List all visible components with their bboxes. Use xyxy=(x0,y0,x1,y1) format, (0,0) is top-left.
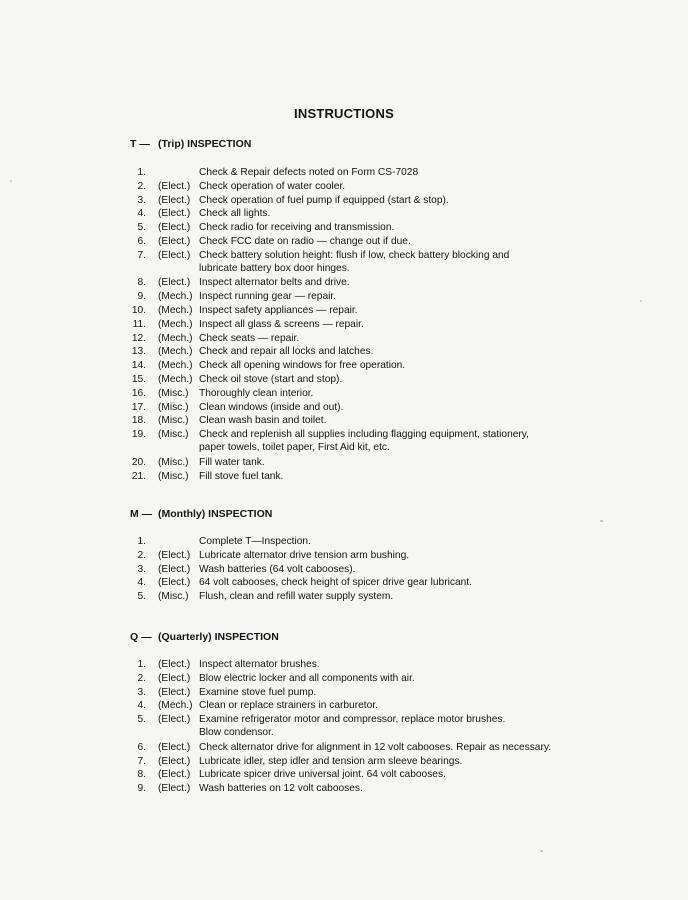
item-text: Check battery solution height: flush if low, check battery blocking and xyxy=(199,249,510,261)
item-number: 21. xyxy=(131,470,146,482)
item-text: Flush, clean and refill water supply system. xyxy=(199,591,394,603)
section-title: (Monthly) INSPECTION xyxy=(158,508,273,520)
item-category: (Elect.) xyxy=(158,208,191,220)
section-title: (Trip) INSPECTION xyxy=(158,138,252,150)
scan-speck xyxy=(540,850,543,852)
item-number: 9. xyxy=(137,291,146,303)
item-category: (Misc.) xyxy=(158,415,189,427)
item-category: (Misc.) xyxy=(158,387,189,399)
item-text: Check alternator drive for alignment in 12 volt cabooses. Repair as necessary. xyxy=(199,741,552,753)
item-category: (Elect.) xyxy=(158,194,191,206)
item-number: 3. xyxy=(137,563,146,575)
item-category: (Mech.) xyxy=(158,374,193,385)
item-category: (Elect.) xyxy=(158,549,191,561)
item-number: 19. xyxy=(131,429,146,441)
item-text: Fill water tank. xyxy=(199,456,265,468)
item-category: (Mech.) xyxy=(158,305,193,316)
item-number: 1. xyxy=(137,167,146,178)
item-text: Examine stove fuel pump. xyxy=(199,686,317,698)
item-category: (Elect.) xyxy=(158,236,191,247)
item-category: (Elect.) xyxy=(158,180,191,192)
item-text: 64 volt cabooses, check height of spicer drive gear lubricant. xyxy=(199,577,472,589)
item-number: 3. xyxy=(137,686,146,698)
item-number: 15. xyxy=(131,374,146,385)
item-number: 5. xyxy=(137,714,146,726)
item-text: Clean or replace strainers in carburetor. xyxy=(199,700,378,712)
item-number: 5. xyxy=(137,222,146,234)
item-category: (Elect.) xyxy=(158,769,191,781)
item-text-continuation: Blow condensor. xyxy=(199,727,274,738)
item-category: (Elect.) xyxy=(158,659,191,670)
item-category: (Elect.) xyxy=(158,277,191,289)
item-number: 8. xyxy=(137,277,146,289)
item-text: Lubricate idler, step idler and tension arm sleeve bearings. xyxy=(199,755,463,767)
item-category: (Elect.) xyxy=(158,222,191,234)
item-category: (Elect.) xyxy=(158,783,191,795)
item-number: 12. xyxy=(131,332,146,344)
item-number: 2. xyxy=(137,549,146,561)
item-category: (Mech.) xyxy=(158,318,193,330)
section-code: Q — xyxy=(130,631,152,643)
item-text: Check oil stove (start and stop). xyxy=(199,374,343,385)
item-number: 9. xyxy=(137,783,146,795)
item-category: (Mech.) xyxy=(158,346,193,358)
item-text: Check & Repair defects noted on Form CS-7028 xyxy=(199,167,419,178)
item-text: Check seats — repair. xyxy=(199,332,300,344)
item-category: (Misc.) xyxy=(158,429,189,441)
section-heading-trip xyxy=(130,138,251,150)
item-number: 2. xyxy=(137,672,146,684)
item-number: 4. xyxy=(137,700,146,712)
item-category: (Elect.) xyxy=(158,563,191,575)
page-title: INSTRUCTIONS xyxy=(294,106,394,121)
item-category: (Elect.) xyxy=(158,741,191,753)
item-category: (Misc.) xyxy=(158,456,189,468)
item-number: 1. xyxy=(137,536,146,547)
item-text: Wash batteries on 12 volt cabooses. xyxy=(199,783,363,795)
item-text: Check radio for receiving and transmission. xyxy=(199,222,395,234)
section-heading-monthly xyxy=(130,508,272,520)
scan-speck xyxy=(10,180,12,182)
item-text: Clean windows (inside and out). xyxy=(199,401,344,413)
item-text: Inspect safety appliances — repair. xyxy=(199,305,358,316)
item-category: (Elect.) xyxy=(158,577,191,589)
item-text-continuation: lubricate battery box door hinges. xyxy=(199,262,350,274)
item-text: Clean wash basin and toilet. xyxy=(199,415,327,427)
item-text: Inspect alternator brushes. xyxy=(199,659,320,670)
item-category: (Elect.) xyxy=(158,755,191,767)
item-number: 8. xyxy=(137,769,146,781)
item-text: Inspect all glass & screens — repair. xyxy=(199,318,364,330)
item-category: (Mech.) xyxy=(158,360,193,372)
item-number: 4. xyxy=(137,577,146,589)
item-category: (Elect.) xyxy=(158,714,191,726)
item-category: (Misc.) xyxy=(158,401,189,413)
item-text: Check operation of water cooler. xyxy=(199,180,346,192)
item-text-continuation: paper towels, toilet paper, First Aid kit, etc. xyxy=(199,442,390,453)
item-number: 1. xyxy=(137,659,146,670)
item-number: 16. xyxy=(131,387,146,399)
section-title: (Quarterly) INSPECTION xyxy=(158,631,279,643)
item-text: Inspect alternator belts and drive. xyxy=(199,277,350,289)
item-text: Inspect running gear — repair. xyxy=(199,291,337,303)
item-number: 3. xyxy=(137,194,146,206)
item-text: Lubricate spicer drive universal joint. 64 volt cabooses. xyxy=(199,769,446,781)
item-category: (Elect.) xyxy=(158,249,191,261)
item-category: (Misc.) xyxy=(158,470,189,482)
item-category: (Elect.) xyxy=(158,672,191,684)
section-heading-quarterly xyxy=(130,631,279,643)
item-number: 6. xyxy=(137,741,146,753)
item-text: Check operation of fuel pump if equipped (start & stop). xyxy=(199,194,449,206)
section-code: M — xyxy=(130,508,153,520)
item-text: Thoroughly clean interior. xyxy=(199,387,314,399)
item-text: Check and replenish all supplies including flagging equipment, stationery, xyxy=(199,429,529,441)
item-category: (Mech.) xyxy=(158,700,193,712)
item-category: (Misc.) xyxy=(158,591,189,603)
item-category: (Elect.) xyxy=(158,686,191,698)
item-text: Blow electric locker and all components with air. xyxy=(199,672,415,684)
item-text: Check all lights. xyxy=(199,208,271,220)
item-text: Fill stove fuel tank. xyxy=(199,470,284,482)
item-number: 20. xyxy=(131,456,146,468)
item-text: Check FCC date on radio — change out if due. xyxy=(199,236,411,247)
item-number: 18. xyxy=(131,415,146,427)
item-number: 14. xyxy=(131,360,146,372)
item-number: 2. xyxy=(137,180,146,192)
item-number: 5. xyxy=(137,591,146,603)
item-category: (Mech.) xyxy=(158,291,193,303)
item-number: 7. xyxy=(137,249,146,261)
scan-speck xyxy=(600,520,603,522)
item-number: 11. xyxy=(132,318,146,330)
scan-speck xyxy=(640,300,642,302)
item-category: (Mech.) xyxy=(158,332,193,344)
item-number: 7. xyxy=(137,755,146,767)
item-number: 10. xyxy=(131,305,146,316)
item-number: 4. xyxy=(137,208,146,220)
section-code: T — xyxy=(130,138,150,150)
item-text: Check and repair all locks and latches. xyxy=(199,346,374,358)
item-text: Lubricate alternator drive tension arm bushing. xyxy=(199,549,410,561)
item-number: 6. xyxy=(137,236,146,247)
item-text: Examine refrigerator motor and compressor, replace motor brushes. xyxy=(199,714,506,726)
item-text: Wash batteries (64 volt cabooses). xyxy=(199,563,356,575)
item-number: 17. xyxy=(131,401,146,413)
item-number: 13. xyxy=(131,346,146,358)
item-text: Complete T—Inspection. xyxy=(199,536,311,547)
item-text: Check all opening windows for free operation. xyxy=(199,360,406,372)
